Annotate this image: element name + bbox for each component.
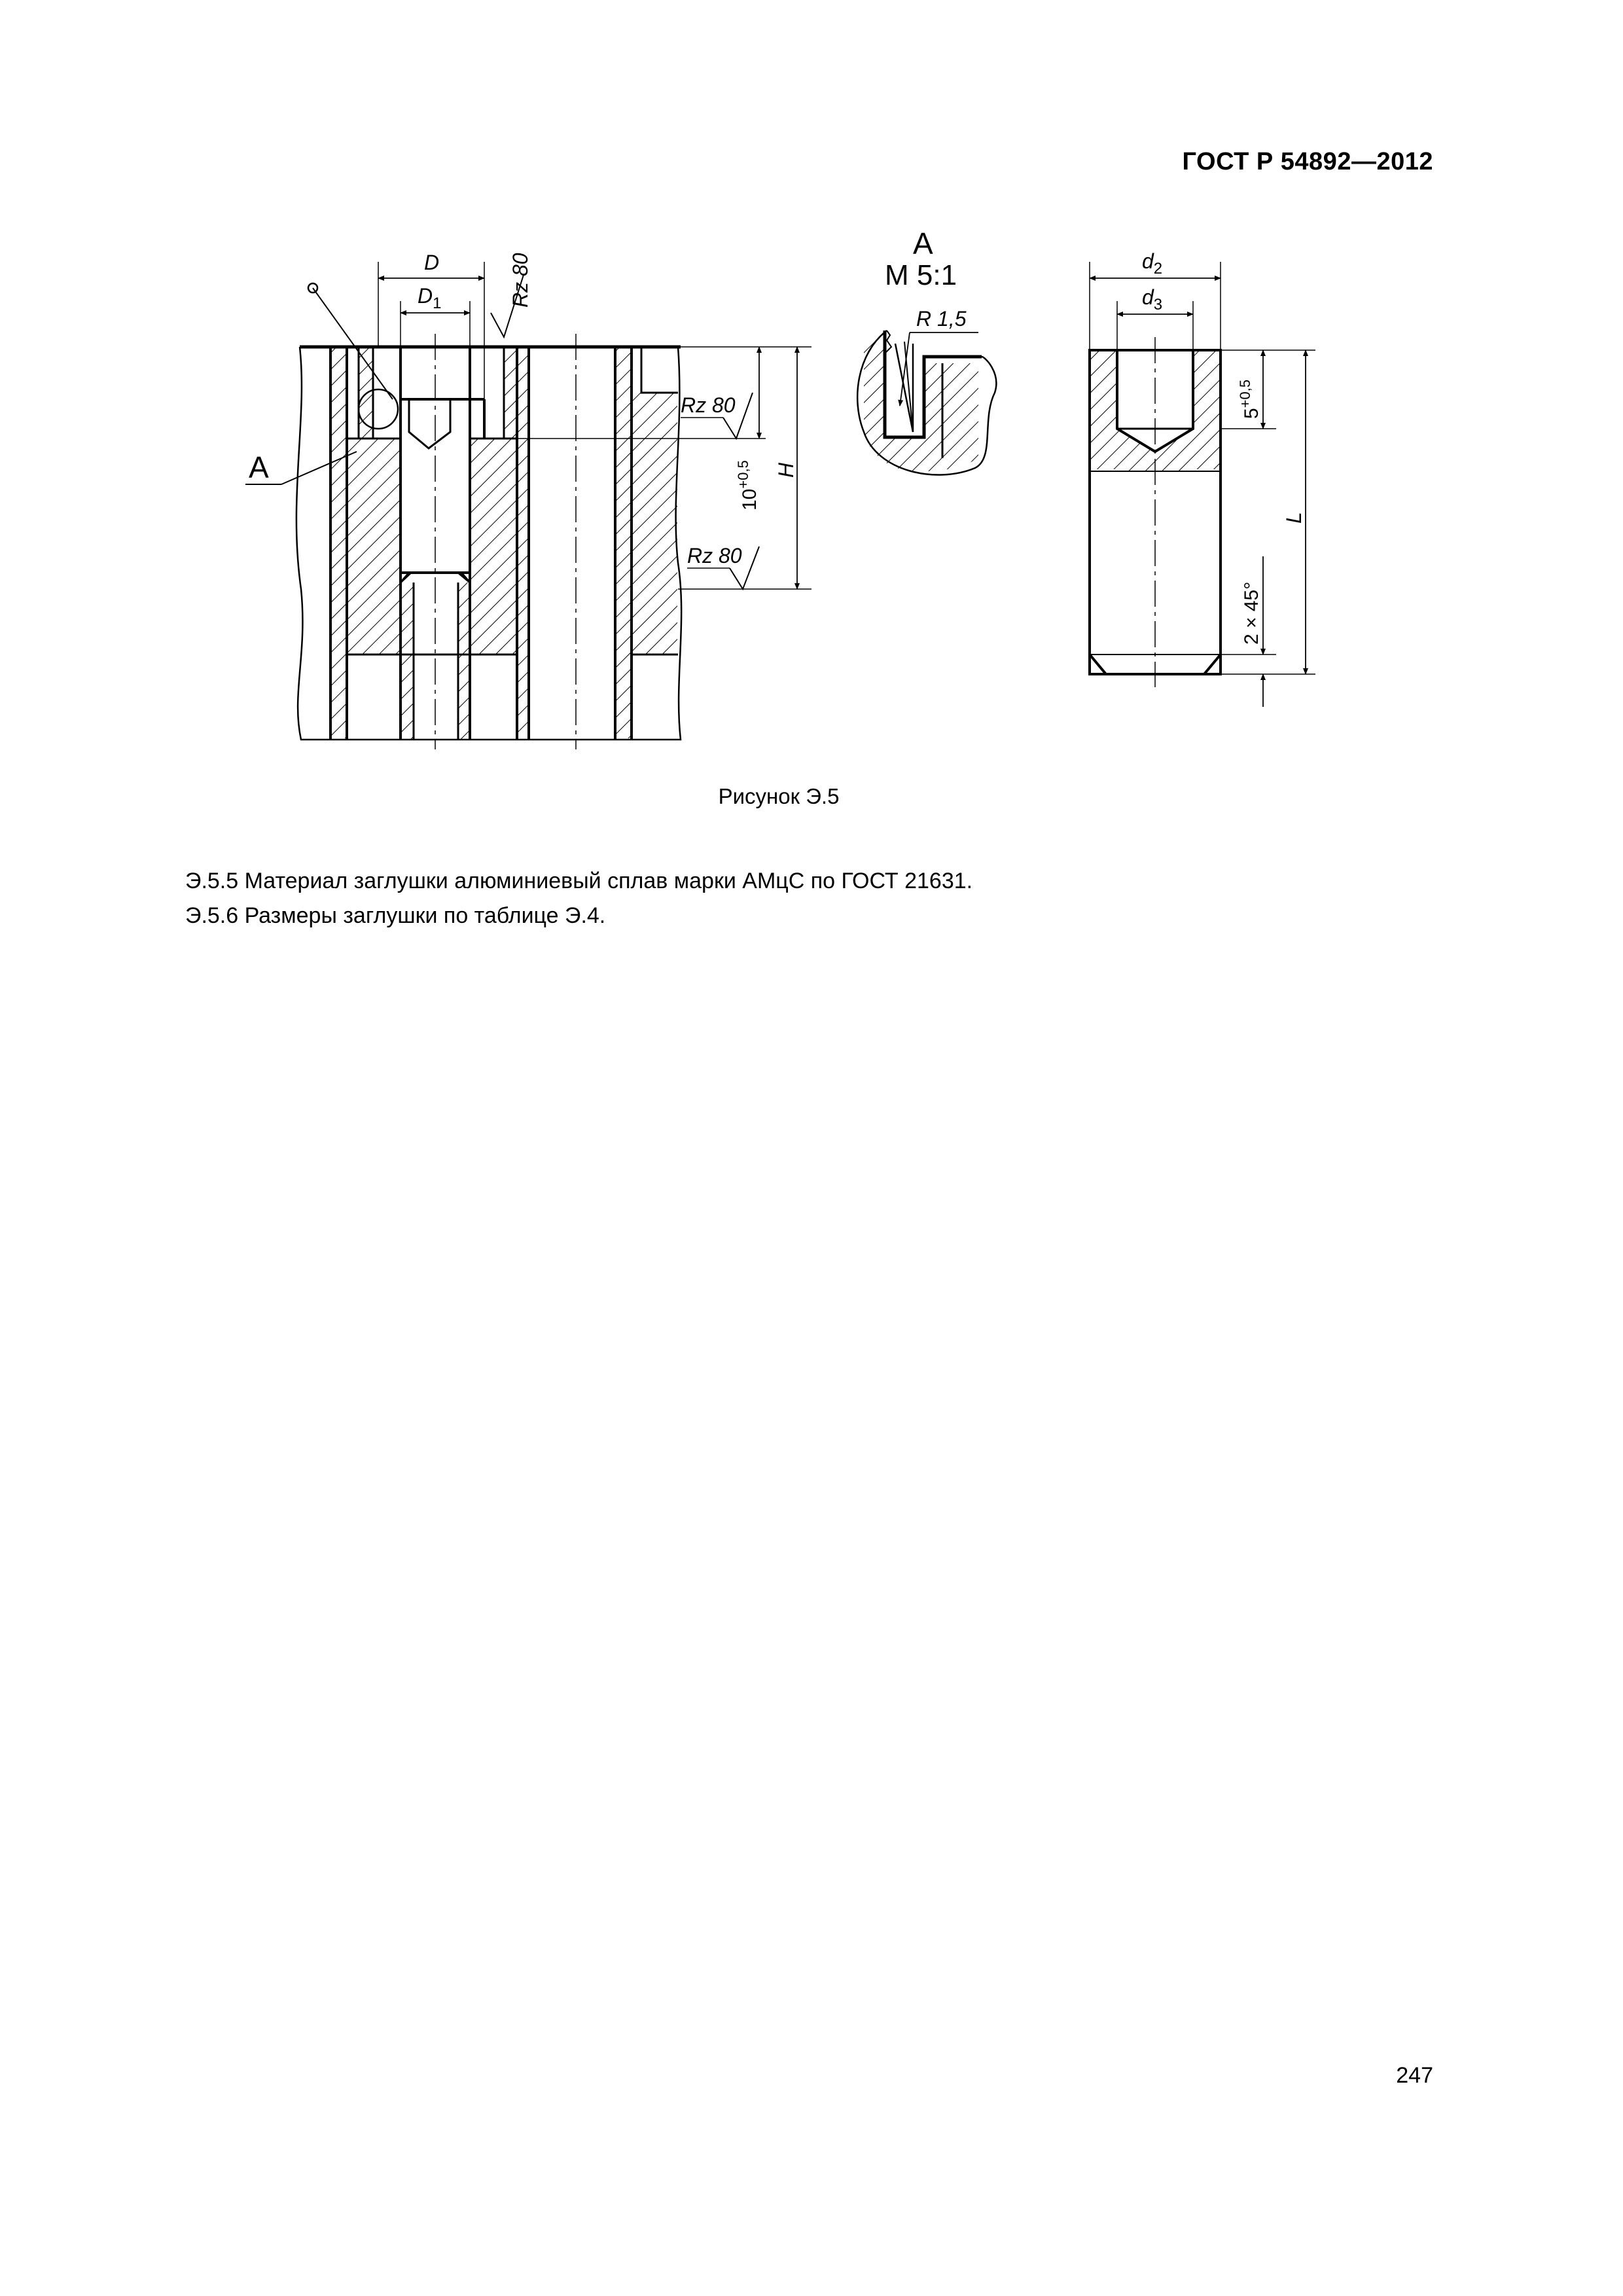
rz-top-label: Rz 80 — [508, 253, 532, 308]
detail-view — [857, 331, 996, 475]
dim-d2-sub: 2 — [1153, 260, 1163, 278]
plug-view — [1090, 262, 1315, 707]
dim-D-label: D — [424, 251, 440, 274]
paragraph-dimensions: Э.5.6 Размеры заглушки по таблице Э.4. — [185, 903, 606, 928]
page-number: 247 — [1396, 2063, 1433, 2088]
radius-label — [916, 307, 967, 331]
dim-10-label — [735, 460, 760, 511]
rz-mid-label: Rz 80 — [681, 393, 736, 417]
dim-10-main: 10 — [739, 488, 760, 511]
dim-d2-label — [1142, 249, 1162, 278]
rz-low-label: Rz 80 — [687, 544, 742, 567]
technical-drawing — [0, 0, 1623, 772]
paragraph-material: Э.5.5 Материал заглушки алюминиевый сплав марки АМцС по ГОСТ 21631. — [185, 869, 973, 893]
dim-D1-main: D — [418, 284, 433, 308]
dim-d3-main: d — [1142, 285, 1154, 309]
dim-5-label — [1237, 380, 1262, 419]
dim-d3-sub: 3 — [1153, 296, 1163, 314]
dim-5-tolerance: +0,5 — [1237, 379, 1253, 408]
dim-L-label: L — [1282, 512, 1306, 524]
dim-H-label: H — [774, 462, 798, 478]
dim-d2-main: d — [1142, 249, 1154, 273]
dim-D1-sub: 1 — [433, 295, 442, 312]
chamfer-label: 2 × 45° — [1241, 581, 1262, 645]
detail-scale: М 5:1 — [885, 259, 957, 291]
dim-d3-label — [1142, 285, 1162, 314]
detail-A-callout: А — [249, 450, 269, 484]
dim-D1-label — [418, 284, 441, 312]
document-header: ГОСТ Р 54892—2012 — [1182, 148, 1433, 175]
dim-5-main: 5 — [1241, 408, 1262, 419]
radius-text: R 1,5 — [916, 307, 967, 331]
dim-10-tolerance: +0,5 — [735, 460, 751, 489]
detail-letter: А — [913, 226, 933, 260]
section-view — [245, 262, 812, 749]
figure-caption: Рисунок Э.5 — [718, 784, 840, 808]
